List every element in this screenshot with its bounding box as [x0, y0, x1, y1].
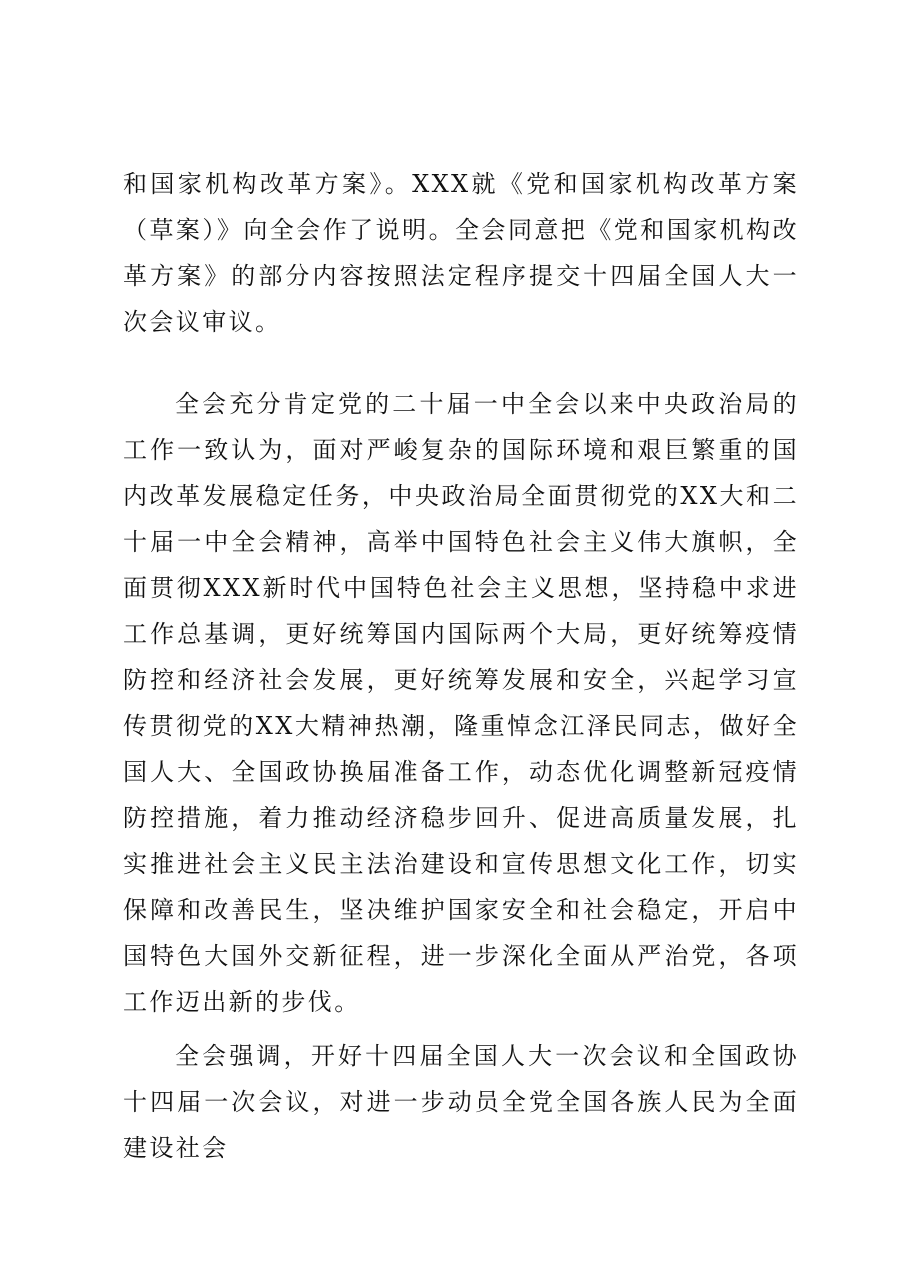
paragraph-plenary-emphasis: 全会强调，开好十四届全国人大一次会议和全国政协十四届一次会议，对进一步动员全党全国各族人民为全面建设社会	[123, 1042, 799, 1162]
paragraph-plenary-affirmation: 全会充分肯定党的二十届一中全会以来中央政治局的工作一致认为，面对严峻复杂的国际环境和艰巨繁重的国内改革发展稳定任务，中央政治局全面贯彻党的XX大和二十届一中全会精神，高举中国特色社会主义伟大旗帜，全面贯彻XXX新时代中国特色社会主义思想，坚持稳中求进工作总基调，更好统筹国内国际两个大局，更好统筹疫情防控和经济社会发展，更好统筹发展和安全，兴起学习宣传贯彻党的XX大精神热潮，隆重悼念江泽民同志，做好全国人大、全国政协换届准备工作，动态优化调整新冠疫情防控措施，着力推动经济稳步回升、促进高质量发展，扎实推进社会主义民主法治建设和宣传思想文化工作，切实保障和改善民生，坚决维护国家安全和社会稳定，开启中国特色大国外交新征程，进一步深化全面从严治党，各项工作迈出新的步伐。	[123, 390, 799, 1016]
paragraph-continuation: 和国家机构改革方案》。XXX就《党和国家机构改革方案（草案）》向全会作了说明。全会同意把《党和国家机构改革方案》的部分内容按照法定程序提交十四届全国人大一次会议审议。	[123, 170, 799, 336]
